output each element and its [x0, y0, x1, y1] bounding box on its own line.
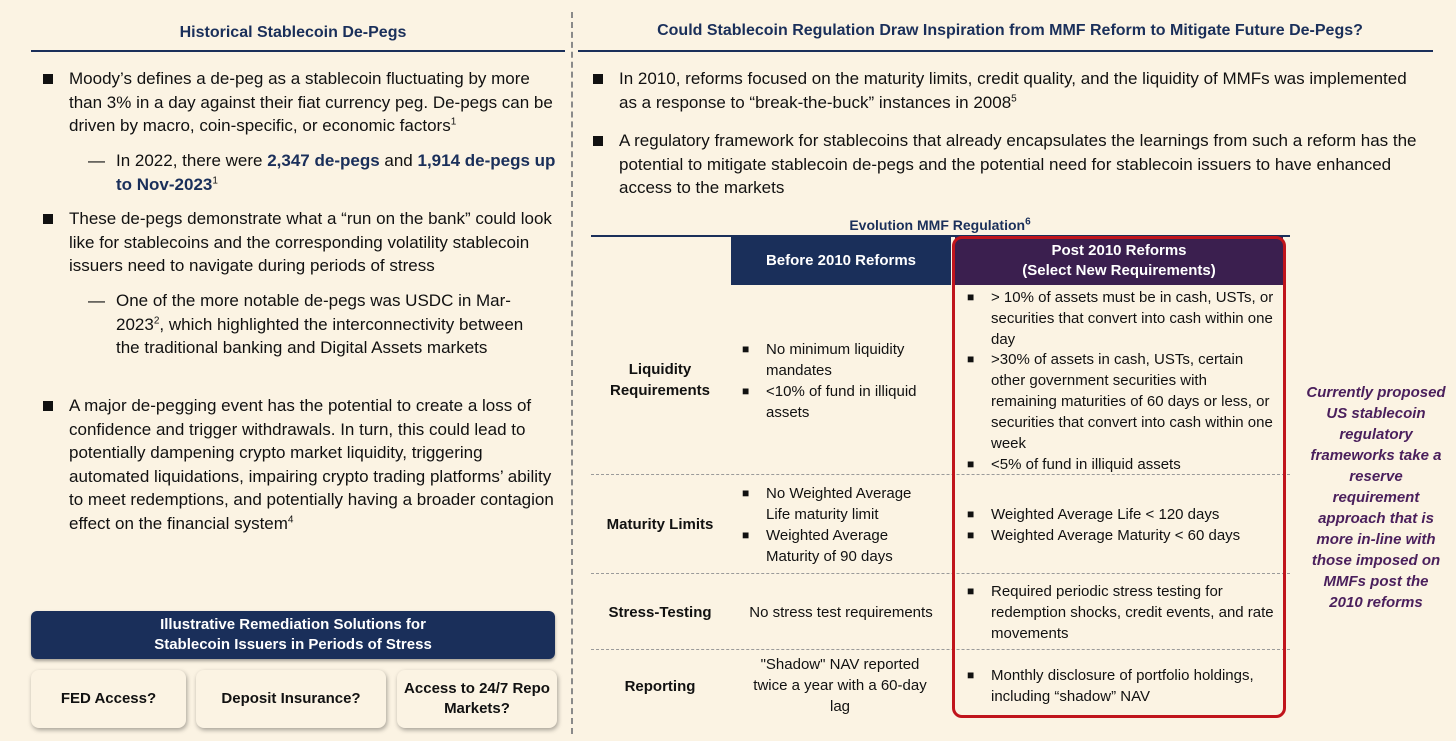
liquidity-before-2: ■ <10% of fund in illiquid assets [742, 383, 917, 421]
bullet-icon: ■ [967, 528, 975, 542]
bullet-icon: ■ [967, 507, 975, 521]
liquidity-before-1: ■ No minimum liquidity mandates [742, 341, 905, 379]
left-bullet-3: A major de-pegging event has the potential to create a loss of confidence and trigger withdrawals. In turn, this could lead to potentially dampening crypto market liquidity, triggering automated liquidations, impairing crypto trading platforms’ ability to meet redemptions, and potentially having a broader contagion effect on the financial system$^4$ [69, 394, 559, 535]
bullet-text: Moody’s defines a de-peg as a stablecoin fluctuating by more than 3% in a day against their fiat currency peg. De-pegs can be driven by macro, coin-specific, or economic factors [69, 69, 553, 135]
liquidity-post-3: ■ <5% of fund in illiquid assets [967, 456, 1181, 473]
depegs-2022: 2,347 de-pegs [267, 151, 380, 170]
bullet-icon: ■ [742, 486, 750, 500]
col-header-before: Before 2010 Reforms [731, 237, 951, 285]
bullet-icon: ■ [967, 668, 975, 682]
reporting-post-1: ■ Monthly disclosure of portfolio holdings, including “shadow” NAV [967, 667, 1254, 705]
dash-icon: — [88, 151, 105, 170]
maturity-post-2: ■ Weighted Average Maturity < 60 days [967, 527, 1241, 544]
left-header: Historical Stablecoin De-Pegs [179, 24, 407, 41]
liquidity-post-1: ■ > 10% of assets must be in cash, USTs, or securities that convert into cash within one day [967, 289, 1274, 348]
bullet-icon: ■ [742, 384, 750, 398]
bullet-icon: ■ [742, 528, 750, 542]
bullet-icon: ■ [742, 342, 750, 356]
reporting-before: "Shadow" NAV reported twice a year with a 60-day lag [753, 656, 927, 715]
bullet-text: In 2010, reforms focused on the maturity limits, credit quality, and the liquidity of MMFs was implemented as a response to “break-the-buck” instances in 2008 [619, 69, 1407, 112]
left-bullet-2 [69, 207, 559, 278]
bullet-text: A major de-pegging event has the potential to create a loss of confidence and trigger withdrawals. In turn, this could lead to potentially dampening crypto market liquidity, triggering automated liquidations, impairing crypto trading platforms’ ability to meet redemptions, and potentially having a broader contagion effect on the financial system [69, 396, 554, 533]
remediation-title: Illustrative Remediation Solutions for Stablecoin Issuers in Periods of Stress [31, 611, 555, 659]
col-header-post: Post 2010 Reforms (Select New Requirements) [955, 237, 1283, 285]
option-repo-markets[interactable]: Access to 24/7 Repo Markets? [397, 670, 557, 728]
maturity-before-1: ■ No Weighted Average Life maturity limit [742, 485, 912, 523]
bullet-icon: ■ [967, 584, 975, 598]
bullet-icon: ■ [967, 352, 975, 366]
side-note: Currently proposed US stablecoin regulatory frameworks take a reserve requirement approach that is more in-line with those imposed on MMFs post the 2010 reforms [1306, 384, 1446, 611]
bullet-square-icon [43, 74, 53, 84]
dash-icon: — [88, 291, 105, 310]
option-deposit-insurance[interactable]: Deposit Insurance? [196, 670, 386, 728]
bullet-icon: ■ [967, 290, 975, 304]
right-bullet-1: In 2010, reforms focused on the maturity limits, credit quality, and the liquidity of MMFs was implemented as a response to “break-the-buck” instances in 2008$^5$ [619, 67, 1429, 114]
left-header-rule [31, 50, 565, 52]
depegs-2023: 1,914 de-pegs up to Nov-2023 [116, 151, 556, 194]
table-title: Evolution MMF Regulation$^6$ [849, 216, 1031, 233]
left-sub-bullet-1: — In 2022, there were 2,347 de-pegs and 1,914 de-pegs up to Nov-2023$^1$ [88, 151, 556, 194]
liquidity-post-2: ■ >30% of assets in cash, USTs, certain other government securities with remaining maturities of 60 days or less, or securities that convert into cash within one week [967, 351, 1273, 452]
bullet-square-icon [593, 74, 603, 84]
row-label-stress: Stress-Testing [608, 603, 712, 621]
row-label-reporting: Reporting [624, 677, 696, 695]
left-bullet-1: Moody’s defines a de-peg as a stablecoin fluctuating by more than 3% in a day against their fiat currency peg. De-pegs can be driven by macro, coin-specific, or economic factors$^1$ [69, 67, 559, 138]
right-header-rule [578, 50, 1433, 52]
bullet-square-icon [43, 401, 53, 411]
left-sub-bullet-2: — One of the more notable de-pegs was USDC in Mar-2023$^2$, which highlighted the interconnectivity between the traditional banking and Digital Assets markets [88, 291, 524, 357]
stress-before: No stress test requirements [749, 604, 933, 621]
post-reforms-highlight-box [952, 236, 1286, 718]
bullet-square-icon [593, 136, 603, 146]
row-label-maturity: Maturity Limits [606, 515, 714, 533]
maturity-before-2: ■ Weighted Average Maturity of 90 days [742, 527, 893, 565]
stress-post-1: ■ Required periodic stress testing for redemption shocks, credit events, and rate movements [967, 583, 1274, 642]
maturity-post-1: ■ Weighted Average Life < 120 days [967, 506, 1220, 523]
bullet-text: These de-pegs demonstrate what a “run on the bank” could look like for stablecoins and the corresponding volatility stablecoin issuers need to navigate during periods of stress [69, 209, 552, 275]
option-fed-access[interactable]: FED Access? [31, 670, 186, 728]
right-header: Could Stablecoin Regulation Draw Inspiration from MMF Reform to Mitigate Future De-Pegs? [657, 22, 1363, 39]
bullet-square-icon [43, 214, 53, 224]
right-bullet-2 [619, 129, 1429, 200]
row-label-liquidity: Liquidity Requirements [609, 360, 711, 399]
column-divider [571, 12, 573, 734]
bullet-text: A regulatory framework for stablecoins that already encapsulates the learnings from such a reform has the potential to mitigate stablecoin de-pegs and the potential need for stablecoin issuers to have enhanced access to the markets [619, 131, 1417, 197]
bullet-icon: ■ [967, 457, 975, 471]
